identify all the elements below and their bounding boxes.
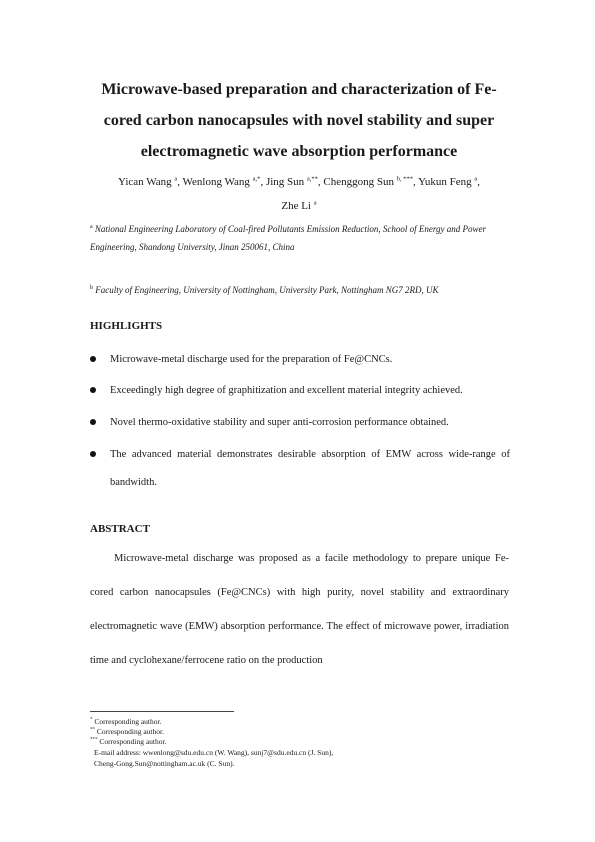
footnote	[90, 727, 520, 737]
author-name: Yukun Feng	[418, 176, 472, 188]
author-affil-mark: a	[174, 175, 178, 183]
abstract-text: Microwave-metal discharge was proposed as a facile methodology to prepare unique Fe-cored carbon nanocapsules (Fe@CNCs) with high purity, novel stability and extraordinary electromagnetic wave (EMW) absorption performance. The effect of microwave power, irradiation time and cyclohexane/ferrocene ratio on the production	[90, 553, 509, 666]
footnote	[90, 717, 520, 727]
footnote-text: Corresponding author.	[96, 727, 164, 736]
footnote-email: E-mail address: wwenlong@sdu.edu.cn (W. Wang), sunj7@sdu.edu.cn (J. Sun),	[94, 748, 334, 757]
bullet-icon	[90, 451, 96, 457]
affiliation-mark: b	[90, 285, 93, 291]
author-name: Jing Sun	[265, 176, 305, 188]
author-name: Zhe Li	[281, 200, 311, 212]
highlight-item	[90, 346, 510, 374]
highlights-heading: HIGHLIGHTS	[90, 320, 163, 332]
author-list: Yican Wang $^a$, Wenlong Wang $^{a,*}$, Jing Sun $^{a,**}$, Chenggong Sun $^{b, ***}$, Yukun Feng $^a$, Zhe Li $^a$	[118, 175, 480, 212]
highlight-item	[90, 409, 510, 437]
author-name: Yican Wang	[118, 176, 172, 188]
author-affil-mark: a	[313, 199, 317, 207]
highlight-text: Microwave-metal discharge used for the preparation of Fe@CNCs.	[110, 354, 393, 365]
highlight-item	[90, 441, 510, 497]
author-name: Wenlong Wang	[182, 176, 250, 188]
highlight-text: Novel thermo-oxidative stability and super anti-corrosion performance obtained.	[110, 417, 449, 428]
highlight-text: Exceedingly high degree of graphitization and excellent material integrity achieved.	[110, 385, 463, 396]
bullet-icon	[90, 387, 96, 393]
footnote-mark: ***	[90, 737, 98, 743]
affiliation-text: Faculty of Engineering, University of Nottingham, University Park, Nottingham NG7 2RD, UK	[95, 285, 439, 295]
affiliation	[90, 220, 515, 256]
bullet-icon	[90, 419, 96, 425]
author-name: Chenggong Sun	[323, 176, 395, 188]
footnote-email: Cheng-Gong.Sun@nottingham.ac.uk (C. Sun).	[94, 759, 235, 768]
abstract-heading: ABSTRACT	[90, 523, 150, 535]
footnote-text: Corresponding author.	[94, 717, 162, 726]
footnote	[90, 737, 520, 747]
footnote-divider	[90, 711, 234, 712]
footnote-mark: **	[90, 727, 95, 733]
affiliation-mark: a	[90, 224, 93, 230]
affiliation	[90, 281, 515, 299]
author-affil-mark: a,**	[306, 175, 318, 183]
paper-title: Microwave-based preparation and characterization of Fe-cored carbon nanocapsules with novel stability and super electromagnetic wave absorption performance	[101, 81, 497, 160]
highlight-item	[90, 377, 510, 405]
highlight-text: The advanced material demonstrates desirable absorption of EMW across wide-range of bandwidth.	[110, 449, 510, 488]
bullet-icon	[90, 356, 96, 362]
author-affil-mark: a,*	[252, 175, 261, 183]
footnote-mark: *	[90, 717, 93, 723]
affiliation-text: National Engineering Laboratory of Coal-fired Pollutants Emission Reduction, School of Energy and Power Engineering, Shandong University, Jinan 250061, China	[90, 224, 486, 252]
author-affil-mark: a	[474, 175, 478, 183]
author-affil-mark: b, ***	[396, 175, 414, 183]
footnote-text: Corresponding author.	[99, 737, 167, 746]
